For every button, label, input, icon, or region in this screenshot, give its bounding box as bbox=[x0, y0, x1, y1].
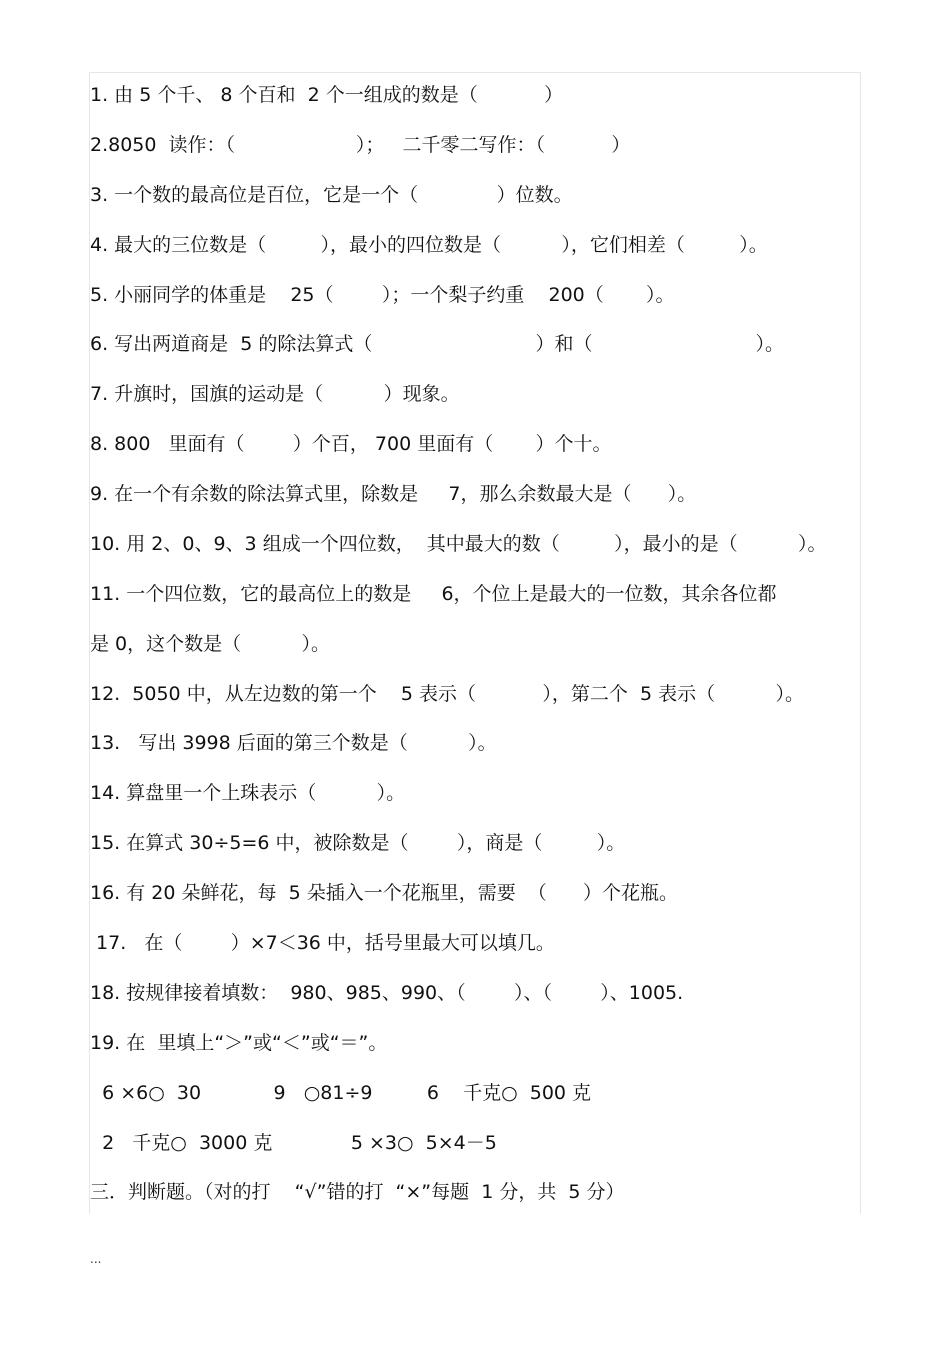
section-3-heading: 三．判断题。（对的打 “√”错的打 “×”每题 1 分，共 5 分） bbox=[90, 1181, 625, 1203]
question-4: 4. 最大的三位数是（ ），最小的四位数是（ ），它们相差（ ）。 bbox=[90, 234, 768, 256]
question-11-cont: 是 0，这个数是（ ）。 bbox=[90, 633, 331, 655]
question-19: 19. 在 里填上“＞”或“＜”或“＝”。 bbox=[90, 1032, 388, 1054]
question-2: 2.8050 读作：（ ）； 二千零二写作：（ ） bbox=[90, 134, 631, 156]
question-14: 14. 算盘里一个上珠表示（ ）。 bbox=[90, 782, 406, 804]
comparison-row-1: 6 ×6○ 30 9 ○81÷9 6 千克○ 500 克 bbox=[90, 1082, 592, 1104]
footer-ellipsis: ... bbox=[90, 1252, 102, 1266]
question-7: 7. 升旗时，国旗的运动是（ ）现象。 bbox=[90, 383, 460, 405]
comparison-row-2: 2 千克○ 3000 克 5 ×3○ 5×4－5 bbox=[90, 1132, 497, 1154]
question-8: 8. 800 里面有（ ）个百， 700 里面有（ ）个十。 bbox=[90, 433, 612, 455]
question-15: 15. 在算式 30÷5=6 中，被除数是（ ），商是（ ）。 bbox=[90, 832, 626, 854]
question-17: 17. 在（ ）×7＜36 中，括号里最大可以填几。 bbox=[90, 932, 555, 954]
question-1: 1. 由 5 个千、 8 个百和 2 个一组成的数是（ ） bbox=[90, 84, 564, 106]
question-10: 10. 用 2、0、9、3 组成一个四位数， 其中最大的数（ ），最小的是（ ）。 bbox=[90, 533, 827, 555]
question-12: 12. 5050 中，从左边数的第一个 5 表示（ ），第二个 5 表示（ ）。 bbox=[90, 683, 805, 705]
question-13: 13. 写出 3998 后面的第三个数是（ ）。 bbox=[90, 732, 497, 754]
question-6: 6. 写出两道商是 5 的除法算式（ ）和（ ）。 bbox=[90, 333, 785, 355]
question-3: 3. 一个数的最高位是百位，它是一个（ ）位数。 bbox=[90, 184, 573, 206]
question-11: 11. 一个四位数，它的最高位上的数是 6，个位上是最大的一位数，其余各位都 bbox=[90, 583, 777, 605]
question-9: 9. 在一个有余数的除法算式里，除数是 7，那么余数最大是（ ）。 bbox=[90, 483, 697, 505]
question-16: 16. 有 20 朵鲜花，每 5 朵插入一个花瓶里，需要 （ ）个花瓶。 bbox=[90, 882, 679, 904]
question-5: 5. 小丽同学的体重是 25（ ）；一个梨子约重 200（ ）。 bbox=[90, 284, 675, 306]
question-18: 18. 按规律接着填数： 980、985、990、（ ）、（ ）、1005. bbox=[90, 982, 684, 1004]
